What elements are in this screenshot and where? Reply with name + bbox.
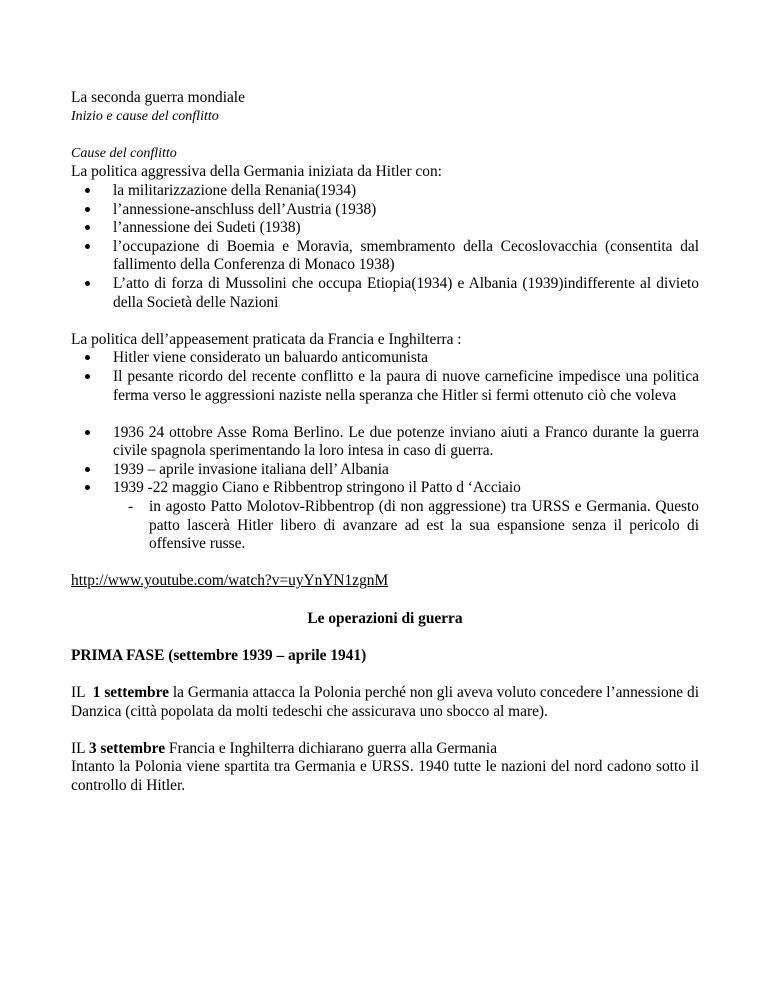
spacer <box>71 405 699 424</box>
paragraph-text: Francia e Inghilterra dichiarano guerra alla Germania <box>165 739 498 757</box>
list-item: la militarizzazione della Renania(1934) <box>71 182 699 201</box>
events-list <box>71 424 699 498</box>
causes-intro: La politica aggressiva della Germania iniziata da Hitler con: <box>71 163 442 181</box>
spacer <box>71 554 699 573</box>
document-title: La seconda guerra mondiale <box>71 89 245 106</box>
list-item: 1939 -22 maggio Ciano e Ribbentrop stringono il Patto d ‘Acciaio <box>71 479 699 498</box>
causes-list <box>71 182 699 312</box>
youtube-link[interactable]: http://www.youtube.com/watch?v=uyYnYN1zgnM <box>71 572 389 590</box>
paragraph-first-september <box>71 684 699 721</box>
paragraph-poland-partition: Intanto la Polonia viene spartita tra Germania e URSS. 1940 tutte le nazioni del nord cadono sotto il controllo di Hitler. <box>71 758 699 794</box>
list-item: - in agosto Patto Molotov-Ribbentrop (di non aggressione) tra URSS e Germania. Questo patto lascerà Hitler libero di avanzare ad est la sua espansione senza il pericolo di offensive russe. <box>71 498 699 554</box>
list-item: l’annessione dei Sudeti (1938) <box>71 219 699 238</box>
paragraph-prefix: IL <box>71 684 93 701</box>
date-label: 1 settembre <box>92 684 169 701</box>
events-sub-list <box>71 498 699 554</box>
list-item: Hitler viene considerato un baluardo anticomunista <box>71 349 699 368</box>
list-item: 1936 24 ottobre Asse Roma Berlino. Le due potenze inviano aiuti a Franco durante la guerra civile spagnola sperimentando la loro intesa in caso di guerra. <box>71 424 699 461</box>
paragraph-third-september <box>71 740 699 759</box>
date-label: 3 settembre <box>88 739 166 757</box>
spacer <box>71 665 699 684</box>
list-item: l’annessione-anschluss dell’Austria (1938) <box>71 201 699 220</box>
spacer <box>71 591 699 610</box>
list-item: 1939 – aprile invasione italiana dell’ Albania <box>71 461 699 480</box>
paragraph-text: la Germania attacca la Polonia perché non gli aveva voluto concedere l’annessione di Danzica (città popolata da molti tedeschi che assicurava uno sbocco al mare). <box>71 684 699 720</box>
list-item: l’occupazione di Boemia e Moravia, smembramento della Cecoslovacchia (consentita dal fallimento della Conferenza di Monaco 1938) <box>71 238 699 275</box>
list-item: Il pesante ricordo del recente conflitto e la paura di nuove carneficine impedisce una politica ferma verso le aggressioni naziste nella speranza che Hitler si fermi ottenuto ciò che voleva <box>71 368 699 405</box>
phase-heading: PRIMA FASE (settembre 1939 – aprile 1941) <box>71 646 367 664</box>
causes-heading: Cause del conflitto <box>71 145 177 161</box>
paragraph-prefix: IL <box>71 739 89 757</box>
appeasement-intro: La politica dell’appeasement praticata da Francia e Inghilterra : <box>71 330 462 348</box>
spacer <box>71 721 699 740</box>
document-page <box>71 89 699 796</box>
spacer <box>71 628 699 647</box>
appeasement-list <box>71 349 699 405</box>
document-subtitle: Inizio e cause del conflitto <box>71 108 219 124</box>
list-item: L’atto di forza di Mussolini che occupa Etiopia(1934) e Albania (1939)indifferente al divieto della Società delle Nazioni <box>71 275 699 312</box>
spacer <box>71 312 699 331</box>
operations-heading: Le operazioni di guerra <box>307 609 463 627</box>
spacer <box>71 126 699 145</box>
